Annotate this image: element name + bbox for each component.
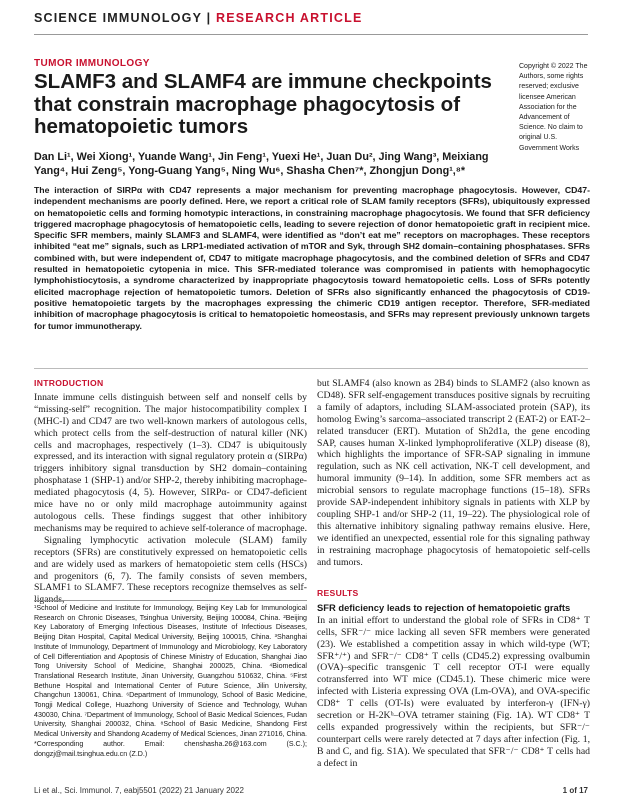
footer-citation: Li et al., Sci. Immunol. 7, eabj5501 (2022) 21 January 2022 (34, 786, 244, 795)
abstract: The interaction of SIRPα with CD47 represents a major mechanism for preventing macrophage phagocytosis. However, CD47-independent mechanisms are poorly defined. Here, we report a critical role of SLAM family receptors (SFRs), ubiquitously expressed on hematopoietic cells and forming homotypic interactions, in constraining macrophage phagocytosis. We found that SFR deficiency triggered macrophage phagocytosis of hematopoietic cells, leading to severe rejection of donor hematopoietic graft in recipient mice. Specific SFR members, mainly SLAMF3 and SLAMF4, were identified as “don’t eat me” receptors on macrophages. These receptors inhibited “eat me” signals, such as LRP1-mediated activation of mTOR and Syk, through SH2 domain–containing phosphatases. SFRs combined with, but were independent of, CD47 to mitigate macrophage phagocytosis, and the combined deletion of SFRs and CD47 resulted in hematopoietic cytopenia in mice. This SFR-mediated tolerance was compromised in patients with hemophagocytic lymphohistiocytosis, a syndrome characterized by inappropriate phagocytosis toward hematopoietic cells. Loss of SFRs potently elicited macrophage rejection of hematopoietic tumors. Deletion of SFRs also significantly enhanced the phagocytosis of CD19-positive hematopoietic targets by the macrophages expressing the chimeric CD19 antigen receptor. Therefore, SFR-mediated inhibition of macrophage phagocytosis is critical to hematopoietic homeostasis, and SFRs may represent previously unknown targets for tumor immunotherapy. (34, 185, 590, 331)
right-column (317, 378, 590, 569)
intro-paragraph-2: Signaling lymphocytic activation molecule (SLAM) family receptors (SFRs) are constitutively expressed on hematopoietic cells and are widely used as markers of hematopoietic stem cells (HSCs) and progenitors (6, 7). The family consists of seven members, SLAMF1 to SLAMF7. These receptors recognize themselves as self-ligands, (34, 534, 307, 606)
results-paragraph-1: In an initial effort to understand the global role of SFRs in CD8⁺ T cells, SFR⁻/⁻ mice lacking all seven SFR members were generated (23). We established a competition assay in which wild-type (WT; SFR⁺/⁺) and SFR⁻/⁻ CD8⁺ T cells (CD45.2) expressing ovalbumin (OVA)–specific transgenic T cell receptor OT-I were equally cotransferred into WT mice (CD45.1). These chimeric mice were infected with Listeria expressing OVA (Lm-OVA), and OVA-specific CD8⁺ T cells (OT-Is) were evaluated by interferon-γ (IFN-γ) secretion or H-2Kᵇ–OVA tetramer staining (Fig. 1A). WT CD8⁺ T cells expanded progressively within the recipients, but SFR⁻/⁻ counterpart cells were rarely detected at 7 days after infection (Fig. 1, B and C, and fig. S1A). We speculated that SFR⁻/⁻ CD8⁺ T cells had a defect in (317, 614, 590, 769)
journal-header (34, 7, 588, 37)
left-column (34, 378, 307, 606)
page-footer (34, 786, 588, 800)
header-separator: | (201, 11, 216, 25)
journal-name (34, 11, 363, 25)
page-number: 1 of 17 (562, 786, 588, 795)
introduction-heading: INTRODUCTION (34, 378, 104, 388)
article-title: SLAMF3 and SLAMF4 are immune checkpoints that constrain macrophage phagocytosis of hematopoietic tumors (34, 70, 492, 139)
results-subheading: SFR deficiency leads to rejection of hematopoietic grafts (317, 601, 571, 613)
results-section (317, 588, 590, 770)
affiliations: ¹School of Medicine and Institute for Immunology, Beijing Key Lab for Immunological Research on Chronic Diseases, Tsinghua University, Beijing 100084, China. ²Beijing Key Laboratory of Emerging Infectious Diseases, Institute of Infectious Diseases, Beijing Ditan Hospital, Capital Medical University, Beijing 100015, China. ³Shanghai Institute of Immunology, Department of Immunology and Microbiology, Key Laboratory of Cell Differentiation and Apoptosis of Chinese Ministry of Education, Shanghai Jiao Tong University School of Medicine, Shanghai 200025, China. ⁴Biomedical Translational Research Institute, Jinan University, Guangzhou 510632, China. ⁵First Bethune Hospital and International Center of Future Science, Jilin University, Changchun 130061, China. ⁶Department of Immunology, School of Basic Medicine, Tongji Medical College, Huazhong University of Science and Technology, Wuhan 430030, China. ⁷Department of Immunology, School of Basic Medical Sciences, Fudan University, Shanghai 200032, China. ⁸School of Basic Medicine, Shandong First Medical University and Shandong Academy of Medical Sciences, Jinan 271016, China. *Corresponding author. Email: chenshasha.26@163.com (S.C.); dongzj@mail.tsinghua.edu.cn (Z.D.) (34, 604, 307, 758)
category-label: TUMOR IMMUNOLOGY (34, 58, 150, 69)
intro-paragraph-1: Innate immune cells distinguish between self and nonself cells by “missing-self” recognition. The major histocompatibility complex I (MHC-I) and CD47 are two well-known markers of autologous cells, which protect cells from the self-destruction of natural killer (NK) cells and macrophages, respectively (1–3). CD47 is ubiquitously expressed, and its interaction with signal regulatory protein α (SIRPα) triggers inhibitory signal transduction by SH2 domain–containing phosphatase 1 (SHP-1) and/or SHP-2, thereby inhibiting macrophage-mediated phagocytosis (4, 5). However, SIRPα- or CD47-deficient mice have no or only mild macrophage autoimmunity against autologous cells. These findings suggest that other inhibitory mechanisms may be required to achieve self-tolerance of macrophage. (34, 391, 308, 534)
results-heading: RESULTS (317, 588, 359, 598)
affiliations-divider (34, 600, 307, 601)
abstract-divider (34, 368, 588, 369)
copyright-notice: Copyright © 2022 The Authors, some rights reserved; exclusive licensee American Association for the Advancement of Science. No claim to original U.S. Government Works (519, 63, 588, 152)
article-type: RESEARCH ARTICLE (215, 11, 363, 25)
author-list: Dan Li¹, Wei Xiong¹, Yuande Wang¹, Jin Feng¹, Yuexi He¹, Juan Du², Jing Wang³, Meixiang Yang⁴, Hui Zeng⁵, Yong-Guang Yang⁵, Ning Wu⁶, Shasha Chen⁷*, Zhongjun Dong¹,⁸* (34, 151, 489, 178)
header-rule (34, 34, 588, 35)
journal-title: SCIENCE IMMUNOLOGY (34, 11, 202, 25)
intro-paragraph-3: but SLAMF4 (also known as 2B4) binds to SLAMF2 (also known as CD48). SFR self-engagement transduces positive signals by recruiting a family of adaptors, including SLAM-associated protein (SAP), its homolog Ewing’s sarcoma–associated transcript 2 (EAT-2) or EAT-2–related transducer (ERT). Mutation of Sh2d1a, the gene encoding SAP, causes human X-linked lymphoproliferative (XLP) disease (8), which highlights the importance of SFR-SAP signaling in immune regulation, such as NK cell activation, NK-T cell development, and humoral immunity (9–14). In addition, some SFR members act as microbial sensors to regulate macrophage functions (15–18). SFRs provide SAP-independent inhibitory signals in patients with XLP by coupling SHP-1 and/or SHP-2 (11, 19–22). The physiological role of this alternative inhibitory signaling pathway remains elusive. Here, we identified an unexpected, essential role for this signaling pathway in restraining macrophage phagocytosis of hematopoietic self-cells and tumors. (317, 378, 590, 568)
